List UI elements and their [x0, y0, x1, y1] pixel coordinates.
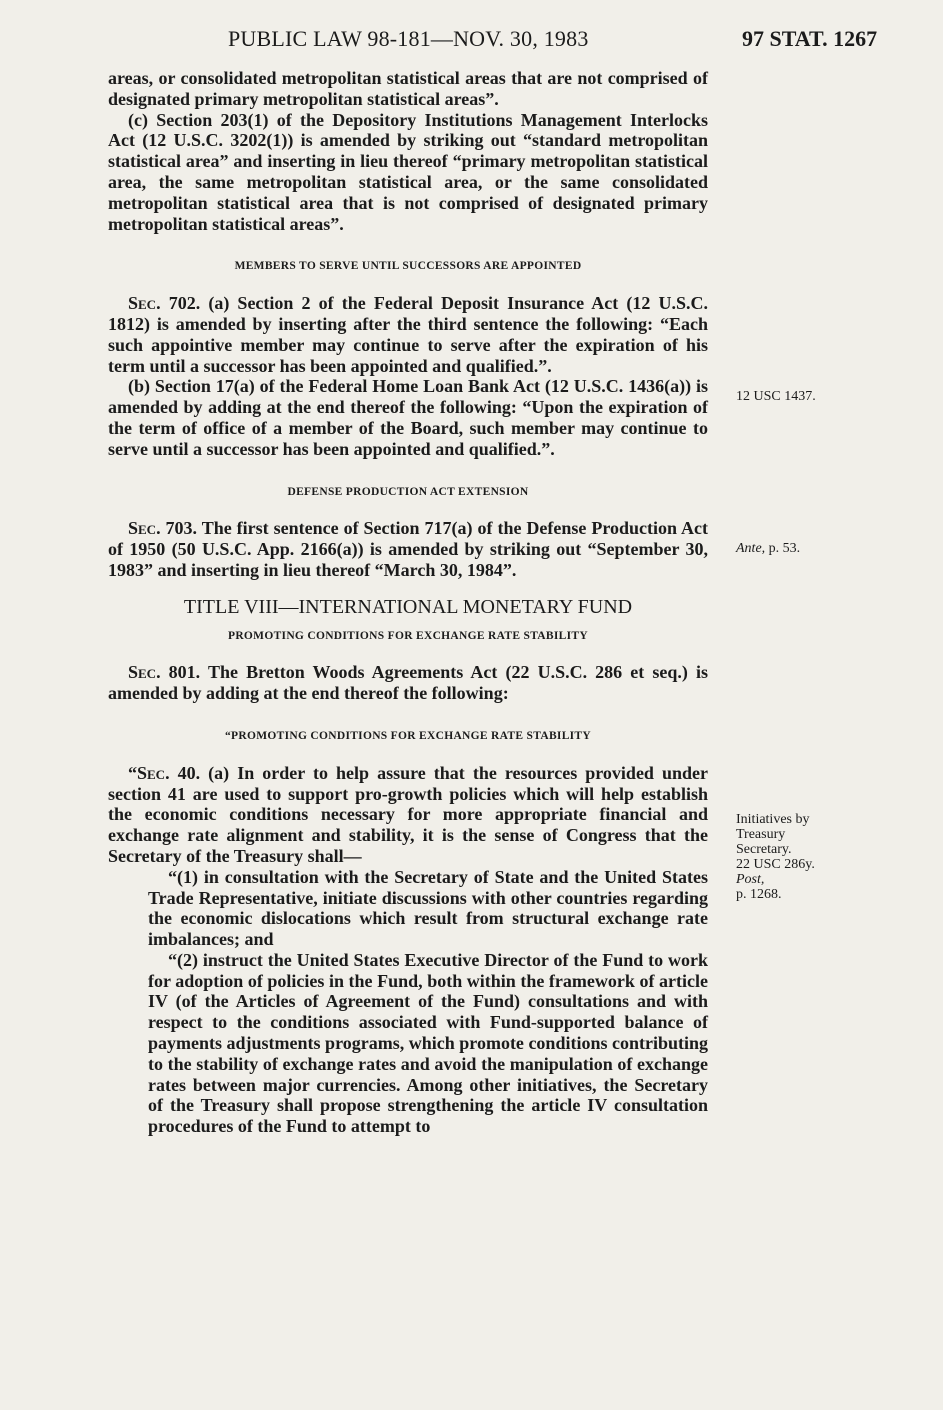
sec-40-text: 40. (a) In order to help assure that the resources provided under section 41 are used to support pro-growth policies which will help establish the economic conditions necessary for more appropriate financial and exchange rate alignment and stability, it is the sense of Congress that the Secretary of the Treasury shall—: [108, 762, 708, 866]
paragraph-sec-801: [108, 662, 708, 704]
page-header-stat: 97 STAT. 1267: [742, 26, 878, 51]
title-viii-heading: TITLE VIII—INTERNATIONAL MONETARY FUND: [183, 595, 633, 618]
margin-note-line: Initiatives by: [736, 812, 810, 827]
margin-note-line: Treasury: [736, 827, 786, 842]
sec-801-text: 801. The Bretton Woods Agreements Act (22 U.S.C. 286 et seq.) is amended by adding at the end thereof the following:: [108, 662, 708, 704]
margin-note-italic: Post,: [736, 872, 765, 887]
paragraph-sec-702a: [108, 293, 708, 376]
margin-note-initiatives: [736, 812, 916, 902]
margin-note-12-usc-1437: 12 USC 1437.: [736, 389, 816, 404]
open-quote: “: [128, 762, 137, 783]
margin-note-page: p. 53.: [765, 541, 801, 556]
sec-label: Sec.: [128, 662, 161, 683]
sec-702-text: 702. (a) Section 2 of the Federal Deposit Insurance Act (12 U.S.C. 1812) is amended by inserting after the third sentence the following: “Each such appointive member may continue to serve after the expiration of his term until a successor has been appointed and qualified.”.: [108, 293, 708, 376]
main-text-column: [108, 68, 708, 1137]
margin-note-line: 22 USC 286y.: [736, 857, 815, 872]
paragraph-sec-702b: (b) Section 17(a) of the Federal Home Loan Bank Act (12 U.S.C. 1436(a)) is amended by adding at the end thereof the following: “Upon the expiration of the term of office of a member of the Board, such member may continue to serve until a successor has been appointed and qualified.”.: [108, 376, 708, 459]
sec-label: Sec.: [128, 293, 161, 314]
section-heading-exchange: PROMOTING CONDITIONS FOR EXCHANGE RATE STABILITY: [228, 629, 588, 642]
sec-703-text: 703. The first sentence of Section 717(a) of the Defense Production Act of 1950 (50 U.S.C. App. 2166(a)) is amended by striking out “September 30, 1983” and inserting in lieu thereof “March 30, 1984”.: [108, 518, 708, 580]
list-item-1: “(1) in consultation with the Secretary of State and the United States Trade Representative, initiate discussions with other countries regarding the economic dislocations which result from structural exchange rate imbalances; and: [148, 866, 708, 950]
list-item-2: “(2) instruct the United States Executive Director of the Fund to work for adoption of policies in the Fund, both within the framework of article IV (of the Articles of Agreement of the Fund) consultations and with respect to the conditions associated with Fund-supported balance of payments adjustments programs, which promote conditions contributing to the stability of exchange rates and avoid the manipulation of exchange rates between major currencies. Among other initiatives, the Secretary of the Treasury shall propose strengthening the article IV consultation procedures of the Fund to attempt to: [148, 949, 708, 1137]
section-heading-defense: DEFENSE PRODUCTION ACT EXTENSION: [287, 485, 529, 498]
margin-note-ante: [736, 541, 916, 556]
paragraph-section-203: (c) Section 203(1) of the Depository Institutions Management Interlocks Act (12 U.S.C. 3202(1)) is amended by striking out “standard metropolitan statistical area” and inserting in lieu thereof “primary metropolitan statistical area, the same metropolitan statistical area, or the same consolidated metropolitan statistical area that is not comprised of designated primary metropolitan statistical areas”.: [108, 109, 708, 234]
margin-note-page: p. 1268.: [736, 887, 782, 902]
section-heading-quoted: “PROMOTING CONDITIONS FOR EXCHANGE RATE STABILITY: [224, 729, 592, 742]
sec-label: Sec.: [137, 762, 170, 783]
paragraph-sec-40a: [108, 763, 708, 867]
sec-label: Sec.: [128, 518, 161, 539]
page-header-title: PUBLIC LAW 98-181—NOV. 30, 1983: [228, 26, 589, 51]
margin-note-line: Secretary.: [736, 842, 792, 857]
margin-note-italic: Ante,: [736, 541, 766, 556]
margin-note-line: [736, 872, 916, 902]
paragraph-continuation: areas, or consolidated metropolitan statistical areas that are not comprised of designated primary metropolitan statistical areas”.: [108, 68, 708, 109]
paragraph-sec-703: [108, 518, 708, 580]
section-heading-members: MEMBERS TO SERVE UNTIL SUCCESSORS ARE APPOINTED: [234, 260, 582, 273]
